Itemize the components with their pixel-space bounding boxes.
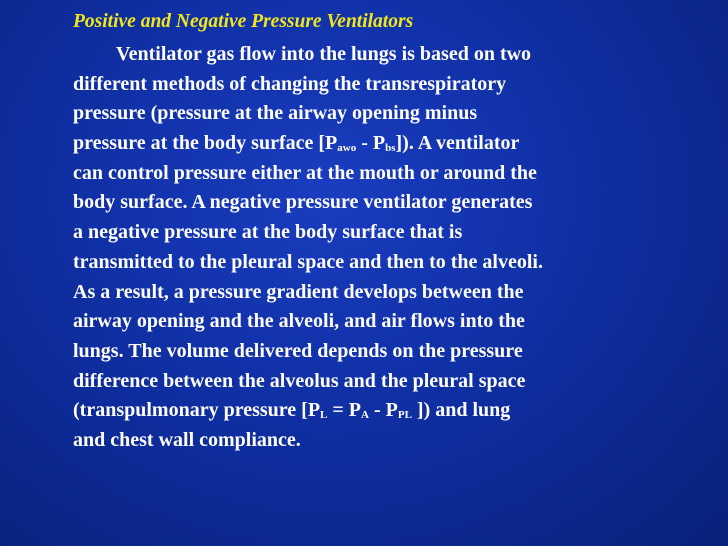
text-line: lungs. The volume delivered depends on the pressure <box>73 339 523 362</box>
text-fragment: pressure at the body surface [P <box>73 132 338 155</box>
text-line: pressure (pressure at the airway opening minus <box>73 102 478 125</box>
text-fragment: - P <box>356 132 386 155</box>
text-line: can control pressure either at the mouth or around the <box>73 161 537 184</box>
subscript: L <box>320 409 328 422</box>
text-line: As a result, a pressure gradient develops between the <box>73 280 524 303</box>
subscript: A <box>361 409 369 422</box>
text-line: transmitted to the pleural space and then to the alveoli. <box>73 250 543 273</box>
slide-title: Positive and Negative Pressure Ventilators <box>73 11 414 32</box>
slide-content <box>73 8 713 456</box>
subscript: PL <box>397 409 412 422</box>
text-fragment: - P <box>368 399 398 422</box>
text-line: airway opening and the alveoli, and air flows into the <box>73 310 525 333</box>
text-line <box>73 129 713 159</box>
text-line <box>73 396 713 426</box>
subscript: bs <box>385 142 396 155</box>
text-fragment: ]) and lung <box>411 399 511 422</box>
body-paragraph <box>73 40 713 456</box>
text-line: body surface. A negative pressure ventilator generates <box>73 191 533 214</box>
subscript: awo <box>337 142 357 155</box>
text-line: different methods of changing the transrespiratory <box>73 72 507 95</box>
text-fragment: = P <box>327 399 362 422</box>
text-line: difference between the alveolus and the pleural space <box>73 369 526 392</box>
text-line: Ventilator gas flow into the lungs is based on two <box>116 43 532 65</box>
text-line: and chest wall compliance. <box>73 428 301 451</box>
text-line: a negative pressure at the body surface that is <box>73 221 463 244</box>
text-fragment: (transpulmonary pressure [P <box>73 399 321 422</box>
text-fragment: ]). A ventilator <box>395 132 520 155</box>
